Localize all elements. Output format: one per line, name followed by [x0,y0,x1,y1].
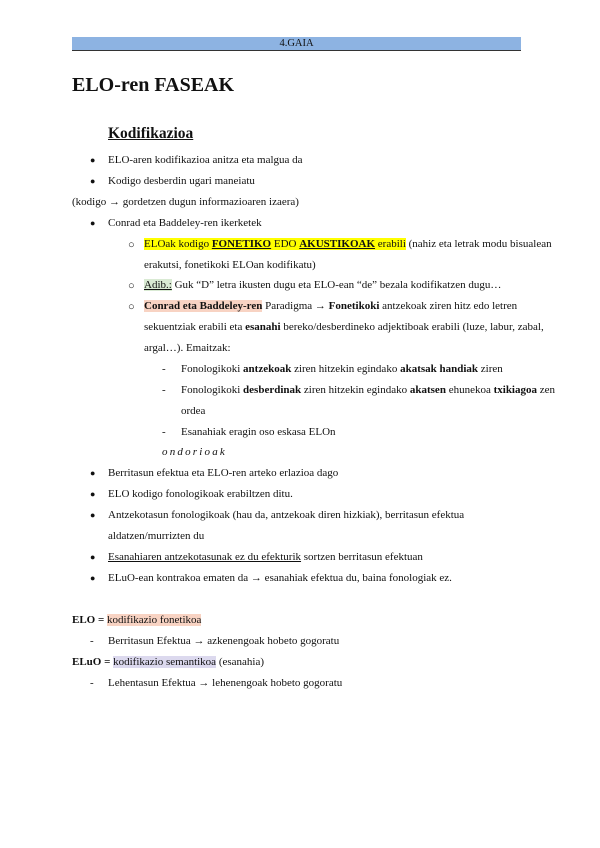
header-text: 4.GAIA [279,38,314,49]
elo-definition: ELO = kodifikazio fonetikoa [72,614,202,626]
page-title: ELO-ren FASEAK [72,74,235,96]
dash-marker: - [90,677,94,689]
document-header [72,37,521,51]
conrad-name: Conrad eta Baddeley-ren [144,300,263,312]
list-item: Kodigo desberdin ugari maneiatu [108,175,255,187]
bullet-marker: ● [90,155,96,165]
kodigo-note: (kodigo → gordetzen dugun informazioaren izaera) [72,196,299,208]
dash-marker: - [162,384,166,396]
bullet-marker: ● [90,489,96,499]
adib-label: Adib.: [144,279,172,291]
conclusion-item: Berritasun efektua eta ELO-ren arteko erlazioa dago [108,467,339,479]
sub-item-paradigma: Conrad eta Baddeley-ren Paradigma → Fonetikoki antzekoak ziren hitz edo letren [144,300,518,312]
ondorioak-label: ondorioak [162,446,228,458]
eluo-definition: ELuO = kodifikazio semantikoa (esanahia) [72,656,265,668]
bullet-marker: ● [90,176,96,186]
section-subtitle: Kodifikazioa [108,125,194,142]
conclusion-item: ELO kodigo fonologikoak erabiltzen ditu. [108,488,293,500]
circle-marker: ○ [128,280,135,292]
circle-marker: ○ [128,301,135,313]
bullet-marker: ● [90,218,96,228]
conclusion-item: ELuO-ean kontrakoa ematen da → esanahiak efektua du, baina fonologiak ez. [108,572,452,584]
elo-value: kodifikazio fonetikoa [107,614,202,626]
list-item: ELO-aren kodifikazioa anitza eta malgua da [108,154,303,166]
result-item: Fonologikoki antzekoak ziren hitzekin egindako akatsak handiak ziren [181,363,503,375]
highlight-yellow: ELOak kodigo FONETIKO EDO AKUSTIKOAK erabili [144,238,406,250]
conclusion-item: Esanahiaren antzekotasunak ez du efekturik sortzen berritasun efektuan [108,551,423,563]
sub-item-continuation: argal…). Emaitzak: [144,342,231,354]
list-item: Conrad eta Baddeley-ren ikerketek [108,217,262,229]
sub-item-continuation: erakutsi, fonetikoki ELOan kodifikatu) [144,259,316,271]
sub-item-fonetiko: ELOak kodigo FONETIKO EDO AKUSTIKOAK erabili (nahiz eta letrak modu bisualean [144,238,552,250]
circle-marker: ○ [128,239,135,251]
bullet-marker: ● [90,573,96,583]
dash-marker: - [162,426,166,438]
bullet-marker: ● [90,510,96,520]
dash-marker: - [162,363,166,375]
conclusion-continuation: aldatzen/murrizten du [108,530,205,542]
conclusion-item: Antzekotasun fonologikoak (hau da, antzekoak diren hizkiak), berritasun efektua [108,509,465,521]
bullet-marker: ● [90,468,96,478]
eluo-item: Lehentasun Efektua → lehenengoak hobeto gogoratu [108,677,343,689]
elo-item: Berritasun Efektua → azkenengoak hobeto gogoratu [108,635,340,647]
result-item: Fonologikoki desberdinak ziren hitzekin egindako akatsen ehunekoa txikiagoa zen [181,384,556,396]
dash-marker: - [90,635,94,647]
result-continuation: ordea [181,405,206,417]
result-item: Esanahiak eragin oso eskasa ELOn [181,426,336,438]
eluo-value: kodifikazio semantikoa [113,656,217,668]
sub-item-adib: Adib.: Guk “D” letra ikusten dugu eta ELO-ean “de” bezala kodifikatzen dugu… [144,279,502,291]
bullet-marker: ● [90,552,96,562]
sub-item-continuation: sekuentziak erabili eta esanahi bereko/desberdineko adjektiboak erabili (luze, labur, zabal, [144,321,544,333]
